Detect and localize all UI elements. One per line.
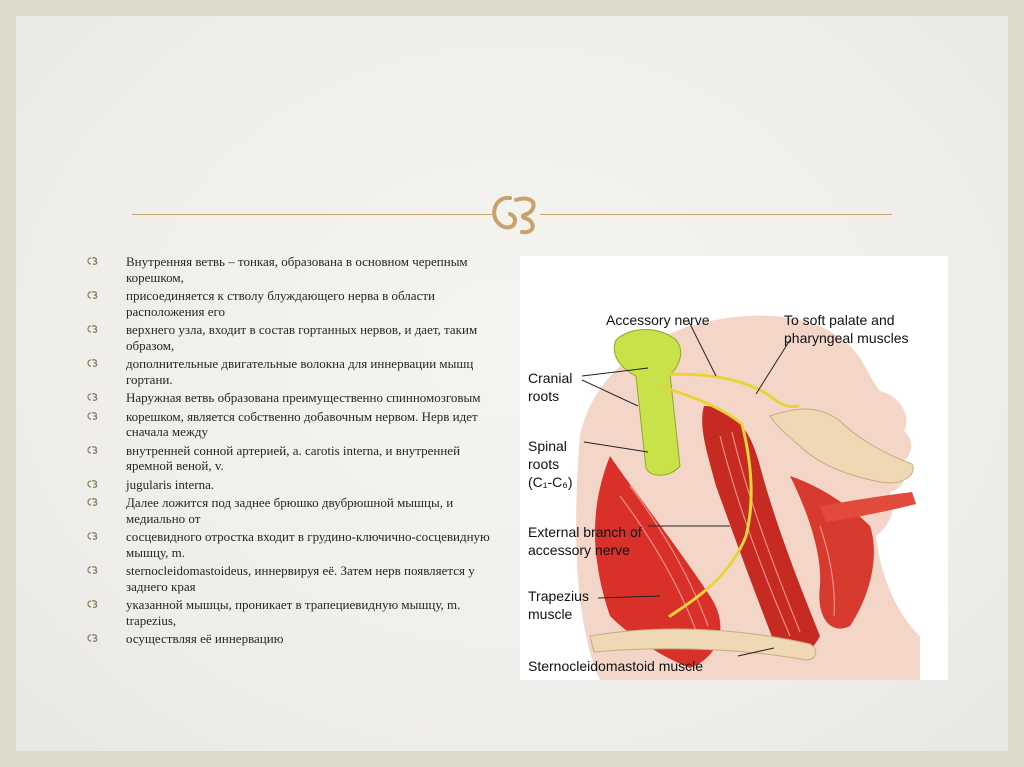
bullet-ornament-icon bbox=[86, 256, 100, 266]
bullet-ornament-icon bbox=[86, 565, 100, 575]
title-divider-left bbox=[132, 214, 492, 215]
bullet-item bbox=[86, 597, 506, 628]
bullet-item bbox=[86, 443, 506, 474]
label-trapezius-line2: muscle bbox=[528, 606, 573, 622]
bullet-item bbox=[86, 288, 506, 319]
bullet-text: верхнего узла, входит в состав гортанных нервов, и дает, таким образом, bbox=[126, 322, 478, 353]
bullet-ornament-icon bbox=[86, 445, 100, 455]
bullet-ornament-icon bbox=[86, 358, 100, 368]
label-soft-palate-line1: To soft palate and bbox=[784, 312, 895, 328]
bullet-item bbox=[86, 495, 506, 526]
label-soft-palate-line2: pharyngeal muscles bbox=[784, 330, 909, 346]
label-cranial-roots-line1: Cranial bbox=[528, 370, 573, 386]
title-divider-right bbox=[540, 214, 892, 215]
bullet-text: Наружная ветвь образована преимущественно спинномозговым bbox=[126, 390, 481, 405]
bullet-ornament-icon bbox=[86, 479, 100, 489]
bullet-item bbox=[86, 529, 506, 560]
bullet-ornament-icon bbox=[86, 531, 100, 541]
bullet-ornament-icon bbox=[86, 497, 100, 507]
anatomy-figure bbox=[520, 256, 948, 680]
bullet-item bbox=[86, 409, 506, 440]
bullet-list bbox=[86, 254, 506, 650]
label-external-branch-line2: accessory nerve bbox=[528, 542, 630, 558]
bullet-item bbox=[86, 254, 506, 285]
label-spinal-roots-line3: (C₁-C₆) bbox=[528, 474, 573, 490]
bullet-item bbox=[86, 356, 506, 387]
label-accessory-nerve: Accessory nerve bbox=[606, 312, 710, 328]
bullet-ornament-icon bbox=[86, 324, 100, 334]
bullet-ornament-icon bbox=[86, 411, 100, 421]
label-trapezius-line1: Trapezius bbox=[528, 588, 589, 604]
bullet-ornament-icon bbox=[86, 290, 100, 300]
bullet-ornament-icon bbox=[86, 392, 100, 402]
bullet-text: дополнительные двигательные волокна для иннервации мышц гортани. bbox=[126, 356, 474, 387]
bullet-ornament-icon bbox=[86, 633, 100, 643]
bullet-ornament-icon bbox=[86, 599, 100, 609]
bullet-item bbox=[86, 631, 506, 647]
bullet-item bbox=[86, 477, 506, 493]
bullet-text: внутренней сонной артерией, a. carotis interna, и внутренней яремной веной, v. bbox=[126, 442, 461, 473]
label-sternocleidomastoid: Sternocleidomastoid muscle bbox=[528, 658, 704, 674]
bullet-text: jugularis interna. bbox=[126, 476, 215, 492]
slide bbox=[16, 16, 1008, 751]
bullet-item bbox=[86, 390, 506, 406]
bullet-text: Далее ложится под заднее брюшко двубрюшной мышцы, и медиально от bbox=[126, 495, 454, 526]
bullet-text: указанной мышцы, проникает в трапециевидную мышцу, m. trapezius, bbox=[126, 597, 461, 628]
label-spinal-roots-line1: Spinal bbox=[528, 438, 567, 454]
bullet-text: sternocleidomastoideus, иннервируя её. Затем нерв появляется у заднего края bbox=[126, 563, 475, 594]
ornament-icon bbox=[480, 188, 552, 240]
bullet-text: осуществляя её иннервацию bbox=[126, 631, 284, 646]
bullet-item bbox=[86, 563, 506, 594]
bullet-text: присоединяется к стволу блуждающего нерва в области расположения его bbox=[126, 288, 435, 319]
bullet-text: сосцевидного отростка входит в грудино-ключично-сосцевидную мышцу, m. bbox=[126, 529, 490, 560]
bullet-text: Внутренняя ветвь – тонкая, образована в основном черепным корешком, bbox=[126, 254, 468, 285]
label-spinal-roots-line2: roots bbox=[528, 456, 560, 472]
bullet-text: корешком, является собственно добавочным нервом. Нерв идет сначала между bbox=[126, 408, 478, 439]
label-cranial-roots-line2: roots bbox=[528, 388, 560, 404]
bullet-item bbox=[86, 322, 506, 353]
label-external-branch-line1: External branch of bbox=[528, 524, 642, 540]
